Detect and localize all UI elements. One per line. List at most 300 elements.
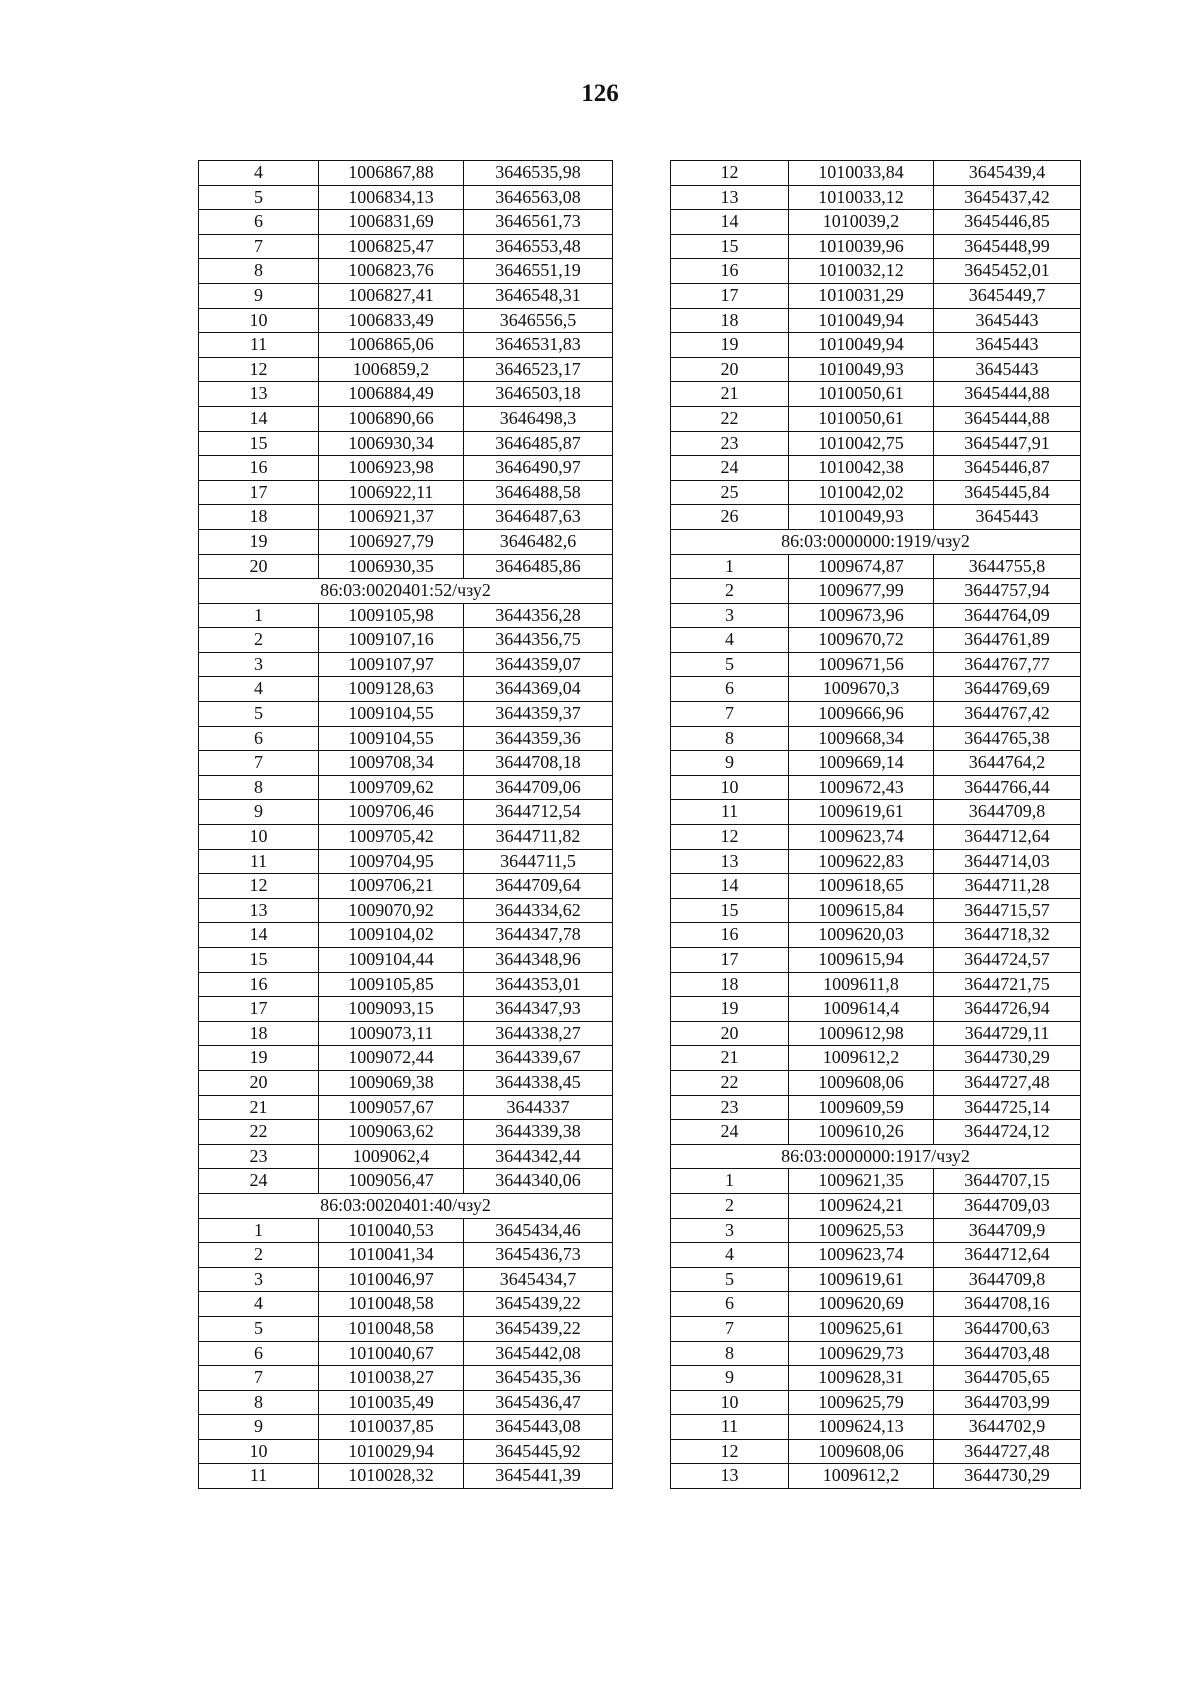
x-coordinate-cell: 1010041,34 (319, 1243, 464, 1268)
x-coordinate-cell: 1010050,61 (789, 382, 934, 407)
table-row (199, 874, 613, 899)
point-number-cell: 10 (199, 1439, 319, 1464)
y-coordinate-cell: 3646553,48 (464, 234, 613, 259)
point-number-cell: 13 (671, 849, 789, 874)
y-coordinate-cell: 3644340,06 (464, 1169, 613, 1194)
table-row (671, 825, 1081, 850)
point-number-cell: 5 (671, 1267, 789, 1292)
x-coordinate-cell: 1010040,67 (319, 1341, 464, 1366)
x-coordinate-cell: 1009107,16 (319, 628, 464, 653)
x-coordinate-cell: 1009619,61 (789, 1267, 934, 1292)
point-number-cell: 8 (671, 726, 789, 751)
point-number-cell: 2 (671, 579, 789, 604)
x-coordinate-cell: 1009104,55 (319, 702, 464, 727)
table-row (199, 1243, 613, 1268)
point-number-cell: 1 (199, 1218, 319, 1243)
x-coordinate-cell: 1010050,61 (789, 406, 934, 431)
point-number-cell: 9 (671, 1366, 789, 1391)
y-coordinate-cell: 3645444,88 (934, 382, 1081, 407)
table-row (199, 1218, 613, 1243)
x-coordinate-cell: 1006923,98 (319, 456, 464, 481)
x-coordinate-cell: 1010028,32 (319, 1464, 464, 1489)
point-number-cell: 9 (199, 800, 319, 825)
y-coordinate-cell: 3644708,16 (934, 1292, 1081, 1317)
table-row (671, 997, 1081, 1022)
y-coordinate-cell: 3645437,42 (934, 185, 1081, 210)
x-coordinate-cell: 1009618,65 (789, 874, 934, 899)
table-row (671, 1341, 1081, 1366)
table-row (199, 185, 613, 210)
table-row (199, 234, 613, 259)
table-row (671, 1046, 1081, 1071)
point-number-cell: 10 (671, 775, 789, 800)
y-coordinate-cell: 3644702,9 (934, 1415, 1081, 1440)
table-row (671, 1095, 1081, 1120)
table-row (199, 161, 613, 186)
table-row (199, 849, 613, 874)
point-number-cell: 1 (671, 554, 789, 579)
table-row (199, 1070, 613, 1095)
y-coordinate-cell: 3644356,28 (464, 603, 613, 628)
x-coordinate-cell: 1009104,02 (319, 923, 464, 948)
cadastral-number: 86:03:0000000:1917/чзу2 (671, 1144, 1081, 1169)
coordinates-table-left (198, 160, 613, 1489)
x-coordinate-cell: 1009625,79 (789, 1390, 934, 1415)
x-coordinate-cell: 1009625,61 (789, 1316, 934, 1341)
x-coordinate-cell: 1010049,94 (789, 333, 934, 358)
table-row (671, 1415, 1081, 1440)
y-coordinate-cell: 3644334,62 (464, 898, 613, 923)
x-coordinate-cell: 1009072,44 (319, 1046, 464, 1071)
table-row (199, 1095, 613, 1120)
point-number-cell: 17 (671, 283, 789, 308)
point-number-cell: 17 (671, 948, 789, 973)
y-coordinate-cell: 3644727,48 (934, 1070, 1081, 1095)
x-coordinate-cell: 1009706,46 (319, 800, 464, 825)
point-number-cell: 12 (199, 357, 319, 382)
table-row (671, 800, 1081, 825)
x-coordinate-cell: 1009709,62 (319, 775, 464, 800)
y-coordinate-cell: 3644339,38 (464, 1120, 613, 1145)
table-row (199, 603, 613, 628)
point-number-cell: 18 (671, 308, 789, 333)
section-header-row (199, 1193, 613, 1218)
point-number-cell: 2 (199, 1243, 319, 1268)
table-row (671, 357, 1081, 382)
y-coordinate-cell: 3645447,91 (934, 431, 1081, 456)
point-number-cell: 15 (671, 234, 789, 259)
y-coordinate-cell: 3644359,37 (464, 702, 613, 727)
point-number-cell: 10 (671, 1390, 789, 1415)
x-coordinate-cell: 1009624,21 (789, 1193, 934, 1218)
table-row (199, 406, 613, 431)
x-coordinate-cell: 1009672,43 (789, 775, 934, 800)
x-coordinate-cell: 1009057,67 (319, 1095, 464, 1120)
x-coordinate-cell: 1009629,73 (789, 1341, 934, 1366)
table-row (199, 702, 613, 727)
table-row (671, 677, 1081, 702)
point-number-cell: 3 (199, 652, 319, 677)
x-coordinate-cell: 1009073,11 (319, 1021, 464, 1046)
table-row (199, 898, 613, 923)
y-coordinate-cell: 3646531,83 (464, 333, 613, 358)
table-row (671, 382, 1081, 407)
y-coordinate-cell: 3646485,86 (464, 554, 613, 579)
x-coordinate-cell: 1009622,83 (789, 849, 934, 874)
point-number-cell: 9 (199, 283, 319, 308)
table-row (671, 1316, 1081, 1341)
table-row (199, 1021, 613, 1046)
x-coordinate-cell: 1009128,63 (319, 677, 464, 702)
y-coordinate-cell: 3646490,97 (464, 456, 613, 481)
point-number-cell: 15 (199, 948, 319, 973)
y-coordinate-cell: 3644347,78 (464, 923, 613, 948)
y-coordinate-cell: 3644347,93 (464, 997, 613, 1022)
point-number-cell: 16 (671, 923, 789, 948)
point-number-cell: 21 (671, 382, 789, 407)
x-coordinate-cell: 1010048,58 (319, 1292, 464, 1317)
point-number-cell: 12 (671, 825, 789, 850)
y-coordinate-cell: 3646487,63 (464, 505, 613, 530)
point-number-cell: 1 (199, 603, 319, 628)
table-row (199, 800, 613, 825)
x-coordinate-cell: 1009706,21 (319, 874, 464, 899)
y-coordinate-cell: 3646563,08 (464, 185, 613, 210)
point-number-cell: 5 (199, 1316, 319, 1341)
x-coordinate-cell: 1009677,99 (789, 579, 934, 604)
point-number-cell: 19 (671, 997, 789, 1022)
table-row (671, 702, 1081, 727)
y-coordinate-cell: 3644339,67 (464, 1046, 613, 1071)
coordinates-table-right (670, 160, 1081, 1489)
table-row (199, 677, 613, 702)
table-row (199, 972, 613, 997)
point-number-cell: 7 (199, 751, 319, 776)
x-coordinate-cell: 1009623,74 (789, 1243, 934, 1268)
y-coordinate-cell: 3644711,5 (464, 849, 613, 874)
y-coordinate-cell: 3644709,8 (934, 800, 1081, 825)
point-number-cell: 20 (671, 1021, 789, 1046)
x-coordinate-cell: 1010049,93 (789, 505, 934, 530)
point-number-cell: 15 (199, 431, 319, 456)
x-coordinate-cell: 1009611,8 (789, 972, 934, 997)
point-number-cell: 14 (199, 406, 319, 431)
x-coordinate-cell: 1009614,4 (789, 997, 934, 1022)
y-coordinate-cell: 3644709,9 (934, 1218, 1081, 1243)
point-number-cell: 6 (199, 210, 319, 235)
table-row (671, 480, 1081, 505)
point-number-cell: 7 (199, 234, 319, 259)
point-number-cell: 7 (671, 1316, 789, 1341)
table-row (671, 1193, 1081, 1218)
table-row (671, 1218, 1081, 1243)
table-row (199, 505, 613, 530)
table-row (199, 628, 613, 653)
y-coordinate-cell: 3644359,36 (464, 726, 613, 751)
table-row (199, 1316, 613, 1341)
table-row (199, 529, 613, 554)
table-row (199, 1464, 613, 1489)
point-number-cell: 24 (671, 1120, 789, 1145)
y-coordinate-cell: 3644709,03 (934, 1193, 1081, 1218)
point-number-cell: 17 (199, 997, 319, 1022)
point-number-cell: 13 (199, 898, 319, 923)
table-row (671, 1366, 1081, 1391)
point-number-cell: 24 (671, 456, 789, 481)
table-row (199, 456, 613, 481)
y-coordinate-cell: 3644721,75 (934, 972, 1081, 997)
table-row (671, 652, 1081, 677)
x-coordinate-cell: 1006930,34 (319, 431, 464, 456)
point-number-cell: 12 (199, 874, 319, 899)
point-number-cell: 22 (671, 1070, 789, 1095)
table-row (199, 1341, 613, 1366)
y-coordinate-cell: 3644727,48 (934, 1439, 1081, 1464)
x-coordinate-cell: 1006865,06 (319, 333, 464, 358)
table-row (199, 948, 613, 973)
table-row (671, 603, 1081, 628)
table-row (671, 505, 1081, 530)
table-row (671, 554, 1081, 579)
point-number-cell: 10 (199, 308, 319, 333)
table-row (199, 997, 613, 1022)
table-row (199, 1415, 613, 1440)
point-number-cell: 8 (199, 1390, 319, 1415)
x-coordinate-cell: 1010029,94 (319, 1439, 464, 1464)
table-row (671, 1464, 1081, 1489)
y-coordinate-cell: 3644709,8 (934, 1267, 1081, 1292)
y-coordinate-cell: 3644709,64 (464, 874, 613, 899)
x-coordinate-cell: 1010040,53 (319, 1218, 464, 1243)
point-number-cell: 7 (199, 1366, 319, 1391)
table-row (671, 579, 1081, 604)
point-number-cell: 20 (199, 554, 319, 579)
y-coordinate-cell: 3645436,47 (464, 1390, 613, 1415)
x-coordinate-cell: 1009674,87 (789, 554, 934, 579)
point-number-cell: 8 (671, 1341, 789, 1366)
y-coordinate-cell: 3644765,38 (934, 726, 1081, 751)
x-coordinate-cell: 1009671,56 (789, 652, 934, 677)
point-number-cell: 11 (671, 1415, 789, 1440)
point-number-cell: 3 (671, 603, 789, 628)
x-coordinate-cell: 1006834,13 (319, 185, 464, 210)
x-coordinate-cell: 1009620,03 (789, 923, 934, 948)
x-coordinate-cell: 1006833,49 (319, 308, 464, 333)
y-coordinate-cell: 3644348,96 (464, 948, 613, 973)
y-coordinate-cell: 3644718,32 (934, 923, 1081, 948)
table-row (671, 1267, 1081, 1292)
x-coordinate-cell: 1009612,98 (789, 1021, 934, 1046)
table-row (671, 1390, 1081, 1415)
y-coordinate-cell: 3644766,44 (934, 775, 1081, 800)
x-coordinate-cell: 1006867,88 (319, 161, 464, 186)
y-coordinate-cell: 3644725,14 (934, 1095, 1081, 1120)
point-number-cell: 12 (671, 161, 789, 186)
x-coordinate-cell: 1010038,27 (319, 1366, 464, 1391)
point-number-cell: 6 (671, 1292, 789, 1317)
x-coordinate-cell: 1010049,94 (789, 308, 934, 333)
point-number-cell: 17 (199, 480, 319, 505)
table-row (671, 283, 1081, 308)
section-header-row (671, 529, 1081, 554)
y-coordinate-cell: 3645445,92 (464, 1439, 613, 1464)
table-row (199, 431, 613, 456)
y-coordinate-cell: 3644712,54 (464, 800, 613, 825)
point-number-cell: 10 (199, 825, 319, 850)
y-coordinate-cell: 3644700,63 (934, 1316, 1081, 1341)
table-row (199, 923, 613, 948)
x-coordinate-cell: 1009619,61 (789, 800, 934, 825)
point-number-cell: 24 (199, 1169, 319, 1194)
y-coordinate-cell: 3644714,03 (934, 849, 1081, 874)
x-coordinate-cell: 1009670,72 (789, 628, 934, 653)
table-row (671, 923, 1081, 948)
table-row (199, 554, 613, 579)
x-coordinate-cell: 1009628,31 (789, 1366, 934, 1391)
y-coordinate-cell: 3645439,22 (464, 1292, 613, 1317)
point-number-cell: 6 (671, 677, 789, 702)
table-row (671, 259, 1081, 284)
table-row (671, 849, 1081, 874)
x-coordinate-cell: 1006884,49 (319, 382, 464, 407)
point-number-cell: 3 (671, 1218, 789, 1243)
y-coordinate-cell: 3646535,98 (464, 161, 613, 186)
table-row (671, 406, 1081, 431)
point-number-cell: 18 (199, 505, 319, 530)
point-number-cell: 22 (199, 1120, 319, 1145)
y-coordinate-cell: 3646551,19 (464, 259, 613, 284)
table-row (199, 382, 613, 407)
table-row (671, 1169, 1081, 1194)
table-row (671, 308, 1081, 333)
table-row (671, 628, 1081, 653)
y-coordinate-cell: 3644769,69 (934, 677, 1081, 702)
point-number-cell: 11 (671, 800, 789, 825)
x-coordinate-cell: 1010035,49 (319, 1390, 464, 1415)
x-coordinate-cell: 1009623,74 (789, 825, 934, 850)
point-number-cell: 23 (671, 431, 789, 456)
y-coordinate-cell: 3644359,07 (464, 652, 613, 677)
y-coordinate-cell: 3645444,88 (934, 406, 1081, 431)
x-coordinate-cell: 1009104,44 (319, 948, 464, 973)
x-coordinate-cell: 1006859,2 (319, 357, 464, 382)
table-row (199, 1366, 613, 1391)
table-row (671, 948, 1081, 973)
point-number-cell: 12 (671, 1439, 789, 1464)
table-row (199, 333, 613, 358)
x-coordinate-cell: 1010049,93 (789, 357, 934, 382)
y-coordinate-cell: 3644711,82 (464, 825, 613, 850)
x-coordinate-cell: 1009673,96 (789, 603, 934, 628)
y-coordinate-cell: 3644338,45 (464, 1070, 613, 1095)
x-coordinate-cell: 1009062,4 (319, 1144, 464, 1169)
table-row (671, 1070, 1081, 1095)
y-coordinate-cell: 3645443 (934, 357, 1081, 382)
cadastral-number: 86:03:0000000:1919/чзу2 (671, 529, 1081, 554)
table-row (671, 1021, 1081, 1046)
x-coordinate-cell: 1006831,69 (319, 210, 464, 235)
point-number-cell: 18 (199, 1021, 319, 1046)
y-coordinate-cell: 3645452,01 (934, 259, 1081, 284)
point-number-cell: 4 (671, 1243, 789, 1268)
point-number-cell: 11 (199, 849, 319, 874)
table-row (671, 161, 1081, 186)
section-header-row (199, 579, 613, 604)
point-number-cell: 9 (671, 751, 789, 776)
y-coordinate-cell: 3644712,64 (934, 1243, 1081, 1268)
x-coordinate-cell: 1010039,2 (789, 210, 934, 235)
table-row (199, 480, 613, 505)
x-coordinate-cell: 1010042,38 (789, 456, 934, 481)
table-row (199, 210, 613, 235)
point-number-cell: 5 (199, 185, 319, 210)
point-number-cell: 16 (199, 456, 319, 481)
point-number-cell: 14 (671, 874, 789, 899)
y-coordinate-cell: 3646482,6 (464, 529, 613, 554)
x-coordinate-cell: 1009624,13 (789, 1415, 934, 1440)
point-number-cell: 4 (199, 677, 319, 702)
point-number-cell: 13 (671, 185, 789, 210)
table-row (671, 775, 1081, 800)
point-number-cell: 25 (671, 480, 789, 505)
y-coordinate-cell: 3645443 (934, 333, 1081, 358)
cadastral-number: 86:03:0020401:52/чзу2 (199, 579, 613, 604)
table-row (671, 431, 1081, 456)
y-coordinate-cell: 3645439,4 (934, 161, 1081, 186)
y-coordinate-cell: 3644755,8 (934, 554, 1081, 579)
x-coordinate-cell: 1009105,85 (319, 972, 464, 997)
y-coordinate-cell: 3645435,36 (464, 1366, 613, 1391)
x-coordinate-cell: 1009670,3 (789, 677, 934, 702)
x-coordinate-cell: 1009104,55 (319, 726, 464, 751)
x-coordinate-cell: 1006827,41 (319, 283, 464, 308)
point-number-cell: 20 (199, 1070, 319, 1095)
table-row (671, 1292, 1081, 1317)
table-row (199, 1439, 613, 1464)
x-coordinate-cell: 1010037,85 (319, 1415, 464, 1440)
y-coordinate-cell: 3645434,7 (464, 1267, 613, 1292)
y-coordinate-cell: 3644338,27 (464, 1021, 613, 1046)
x-coordinate-cell: 1006927,79 (319, 529, 464, 554)
point-number-cell: 7 (671, 702, 789, 727)
y-coordinate-cell: 3644353,01 (464, 972, 613, 997)
point-number-cell: 4 (671, 628, 789, 653)
x-coordinate-cell: 1009704,95 (319, 849, 464, 874)
x-coordinate-cell: 1009615,84 (789, 898, 934, 923)
y-coordinate-cell: 3644730,29 (934, 1046, 1081, 1071)
x-coordinate-cell: 1009610,26 (789, 1120, 934, 1145)
y-coordinate-cell: 3645436,73 (464, 1243, 613, 1268)
table-row (199, 308, 613, 333)
page-number: 126 (581, 80, 619, 107)
table-row (671, 898, 1081, 923)
y-coordinate-cell: 3644726,94 (934, 997, 1081, 1022)
table-row (671, 234, 1081, 259)
x-coordinate-cell: 1009608,06 (789, 1070, 934, 1095)
table-row (671, 1243, 1081, 1268)
table-row (671, 333, 1081, 358)
x-coordinate-cell: 1009708,34 (319, 751, 464, 776)
y-coordinate-cell: 3645439,22 (464, 1316, 613, 1341)
point-number-cell: 16 (199, 972, 319, 997)
x-coordinate-cell: 1009668,34 (789, 726, 934, 751)
table-row (199, 1120, 613, 1145)
y-coordinate-cell: 3644724,12 (934, 1120, 1081, 1145)
y-coordinate-cell: 3644724,57 (934, 948, 1081, 973)
point-number-cell: 21 (671, 1046, 789, 1071)
point-number-cell: 5 (671, 652, 789, 677)
point-number-cell: 18 (671, 972, 789, 997)
